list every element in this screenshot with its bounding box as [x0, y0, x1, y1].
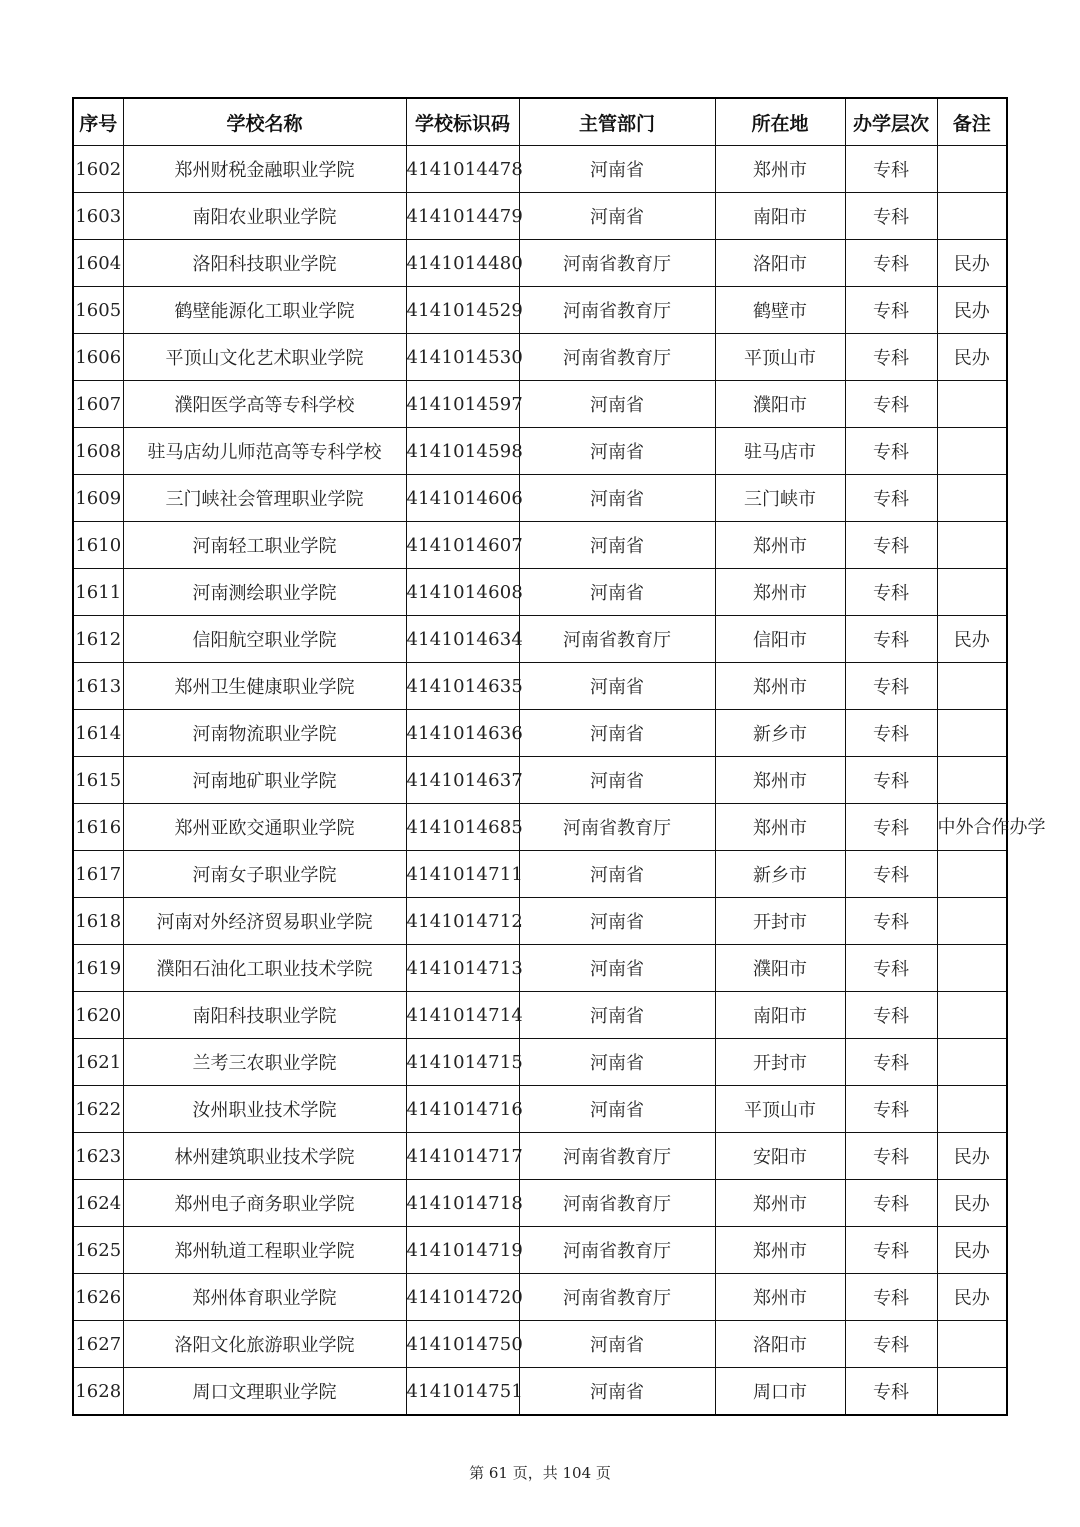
- cell-school-name: 周口文理职业学院: [123, 1368, 406, 1416]
- cell-level: 专科: [845, 1227, 937, 1274]
- cell-authority: 河南省: [519, 851, 715, 898]
- cell-school-name: 兰考三农职业学院: [123, 1039, 406, 1086]
- cell-school-code: 4141014606: [406, 475, 519, 522]
- cell-authority: 河南省: [519, 757, 715, 804]
- table-row: [73, 616, 1007, 663]
- cell-remarks: [937, 945, 1007, 992]
- cell-remarks: [937, 146, 1007, 193]
- cell-serial-number: 1607: [73, 381, 123, 428]
- table-row: [73, 146, 1007, 193]
- cell-authority: 河南省教育厅: [519, 804, 715, 851]
- cell-authority: 河南省教育厅: [519, 1133, 715, 1180]
- cell-school-code: 4141014713: [406, 945, 519, 992]
- cell-serial-number: 1624: [73, 1180, 123, 1227]
- cell-remarks: 民办: [937, 1180, 1007, 1227]
- cell-serial-number: 1626: [73, 1274, 123, 1321]
- cell-location: 三门峡市: [715, 475, 845, 522]
- cell-remarks: 民办: [937, 240, 1007, 287]
- cell-school-name: 郑州体育职业学院: [123, 1274, 406, 1321]
- cell-serial-number: 1617: [73, 851, 123, 898]
- cell-school-code: 4141014598: [406, 428, 519, 475]
- cell-school-name: 南阳农业职业学院: [123, 193, 406, 240]
- school-list-table: [72, 97, 1046, 1416]
- cell-level: 专科: [845, 1274, 937, 1321]
- cell-authority: 河南省: [519, 475, 715, 522]
- cell-remarks: [937, 381, 1007, 428]
- table-row: [73, 334, 1007, 381]
- cell-location: 新乡市: [715, 851, 845, 898]
- cell-location: 郑州市: [715, 757, 845, 804]
- table-row: [73, 1368, 1007, 1416]
- cell-level: 专科: [845, 569, 937, 616]
- cell-serial-number: 1627: [73, 1321, 123, 1368]
- cell-school-code: 4141014750: [406, 1321, 519, 1368]
- cell-school-code: 4141014529: [406, 287, 519, 334]
- cell-school-name: 濮阳医学高等专科学校: [123, 381, 406, 428]
- table-row: [73, 898, 1007, 945]
- cell-remarks: 中外合作办学: [937, 804, 1007, 851]
- cell-level: 专科: [845, 804, 937, 851]
- cell-level: 专科: [845, 1133, 937, 1180]
- cell-school-code: 4141014608: [406, 569, 519, 616]
- table-row: [73, 240, 1007, 287]
- cell-school-name: 河南物流职业学院: [123, 710, 406, 757]
- table-row: [73, 569, 1007, 616]
- table-row: [73, 710, 1007, 757]
- cell-level: 专科: [845, 381, 937, 428]
- cell-school-name: 三门峡社会管理职业学院: [123, 475, 406, 522]
- cell-location: 郑州市: [715, 804, 845, 851]
- table-row: [73, 1180, 1007, 1227]
- cell-authority: 河南省: [519, 428, 715, 475]
- cell-school-code: 4141014685: [406, 804, 519, 851]
- cell-level: 专科: [845, 1368, 937, 1416]
- cell-school-code: 4141014607: [406, 522, 519, 569]
- header-location: 所在地: [715, 98, 845, 146]
- cell-remarks: [937, 898, 1007, 945]
- cell-serial-number: 1603: [73, 193, 123, 240]
- cell-serial-number: 1606: [73, 334, 123, 381]
- cell-authority: 河南省: [519, 193, 715, 240]
- cell-school-code: 4141014717: [406, 1133, 519, 1180]
- cell-school-name: 南阳科技职业学院: [123, 992, 406, 1039]
- cell-school-name: 濮阳石油化工职业技术学院: [123, 945, 406, 992]
- table-row: [73, 1133, 1007, 1180]
- cell-school-name: 鹤壁能源化工职业学院: [123, 287, 406, 334]
- cell-school-code: 4141014711: [406, 851, 519, 898]
- cell-remarks: [937, 710, 1007, 757]
- cell-serial-number: 1619: [73, 945, 123, 992]
- cell-authority: 河南省教育厅: [519, 1180, 715, 1227]
- cell-remarks: 民办: [937, 1274, 1007, 1321]
- cell-location: 郑州市: [715, 146, 845, 193]
- header-school-code: 学校标识码: [406, 98, 519, 146]
- cell-location: 周口市: [715, 1368, 845, 1416]
- cell-remarks: [937, 1086, 1007, 1133]
- cell-serial-number: 1602: [73, 146, 123, 193]
- header-school-name: 学校名称: [123, 98, 406, 146]
- cell-remarks: [937, 992, 1007, 1039]
- cell-level: 专科: [845, 193, 937, 240]
- cell-location: 开封市: [715, 1039, 845, 1086]
- cell-level: 专科: [845, 663, 937, 710]
- cell-school-code: 4141014719: [406, 1227, 519, 1274]
- cell-school-name: 河南女子职业学院: [123, 851, 406, 898]
- cell-remarks: 民办: [937, 1227, 1007, 1274]
- cell-authority: 河南省教育厅: [519, 334, 715, 381]
- cell-school-code: 4141014530: [406, 334, 519, 381]
- cell-school-code: 4141014712: [406, 898, 519, 945]
- cell-serial-number: 1609: [73, 475, 123, 522]
- header-level: 办学层次: [845, 98, 937, 146]
- cell-authority: 河南省: [519, 1039, 715, 1086]
- table-row: [73, 522, 1007, 569]
- cell-location: 驻马店市: [715, 428, 845, 475]
- header-serial-number: 序号: [73, 98, 123, 146]
- table-row: [73, 945, 1007, 992]
- table-row: [73, 193, 1007, 240]
- cell-serial-number: 1610: [73, 522, 123, 569]
- cell-remarks: [937, 428, 1007, 475]
- cell-authority: 河南省: [519, 898, 715, 945]
- table-header: [73, 98, 1007, 146]
- cell-location: 洛阳市: [715, 240, 845, 287]
- cell-level: 专科: [845, 428, 937, 475]
- cell-school-code: 4141014751: [406, 1368, 519, 1416]
- cell-school-code: 4141014715: [406, 1039, 519, 1086]
- table-row: [73, 1274, 1007, 1321]
- cell-school-code: 4141014478: [406, 146, 519, 193]
- cell-level: 专科: [845, 945, 937, 992]
- cell-remarks: [937, 663, 1007, 710]
- cell-authority: 河南省: [519, 1086, 715, 1133]
- cell-school-code: 4141014480: [406, 240, 519, 287]
- cell-serial-number: 1628: [73, 1368, 123, 1416]
- cell-level: 专科: [845, 710, 937, 757]
- cell-location: 平顶山市: [715, 1086, 845, 1133]
- cell-location: 南阳市: [715, 193, 845, 240]
- cell-level: 专科: [845, 475, 937, 522]
- cell-level: 专科: [845, 757, 937, 804]
- cell-authority: 河南省: [519, 146, 715, 193]
- cell-serial-number: 1625: [73, 1227, 123, 1274]
- cell-serial-number: 1622: [73, 1086, 123, 1133]
- cell-location: 郑州市: [715, 522, 845, 569]
- cell-school-name: 郑州财税金融职业学院: [123, 146, 406, 193]
- cell-school-code: 4141014636: [406, 710, 519, 757]
- cell-school-code: 4141014718: [406, 1180, 519, 1227]
- cell-school-name: 洛阳科技职业学院: [123, 240, 406, 287]
- cell-authority: 河南省: [519, 1368, 715, 1416]
- cell-location: 洛阳市: [715, 1321, 845, 1368]
- cell-serial-number: 1614: [73, 710, 123, 757]
- cell-school-name: 河南对外经济贸易职业学院: [123, 898, 406, 945]
- cell-authority: 河南省教育厅: [519, 287, 715, 334]
- table-row: [73, 1086, 1007, 1133]
- cell-remarks: 民办: [937, 287, 1007, 334]
- cell-authority: 河南省: [519, 992, 715, 1039]
- cell-authority: 河南省: [519, 569, 715, 616]
- cell-authority: 河南省教育厅: [519, 1227, 715, 1274]
- cell-school-code: 4141014714: [406, 992, 519, 1039]
- cell-level: 专科: [845, 1039, 937, 1086]
- table-row: [73, 663, 1007, 710]
- cell-serial-number: 1605: [73, 287, 123, 334]
- cell-school-name: 信阳航空职业学院: [123, 616, 406, 663]
- cell-serial-number: 1604: [73, 240, 123, 287]
- cell-authority: 河南省教育厅: [519, 240, 715, 287]
- cell-level: 专科: [845, 616, 937, 663]
- cell-school-name: 河南轻工职业学院: [123, 522, 406, 569]
- cell-serial-number: 1615: [73, 757, 123, 804]
- cell-remarks: 民办: [937, 616, 1007, 663]
- cell-serial-number: 1616: [73, 804, 123, 851]
- cell-remarks: [937, 522, 1007, 569]
- table-row: [73, 475, 1007, 522]
- cell-location: 安阳市: [715, 1133, 845, 1180]
- cell-authority: 河南省教育厅: [519, 1274, 715, 1321]
- table-row: [73, 287, 1007, 334]
- cell-authority: 河南省: [519, 663, 715, 710]
- cell-school-code: 4141014634: [406, 616, 519, 663]
- cell-level: 专科: [845, 334, 937, 381]
- cell-school-name: 驻马店幼儿师范高等专科学校: [123, 428, 406, 475]
- cell-school-name: 河南测绘职业学院: [123, 569, 406, 616]
- cell-level: 专科: [845, 1086, 937, 1133]
- cell-remarks: 民办: [937, 1133, 1007, 1180]
- cell-authority: 河南省: [519, 522, 715, 569]
- cell-school-name: 郑州卫生健康职业学院: [123, 663, 406, 710]
- cell-level: 专科: [845, 851, 937, 898]
- cell-level: 专科: [845, 898, 937, 945]
- cell-serial-number: 1608: [73, 428, 123, 475]
- table-row: [73, 381, 1007, 428]
- cell-school-code: 4141014720: [406, 1274, 519, 1321]
- cell-authority: 河南省: [519, 945, 715, 992]
- table-row: [73, 992, 1007, 1039]
- cell-school-name: 洛阳文化旅游职业学院: [123, 1321, 406, 1368]
- cell-level: 专科: [845, 146, 937, 193]
- cell-school-code: 4141014637: [406, 757, 519, 804]
- cell-location: 开封市: [715, 898, 845, 945]
- cell-location: 郑州市: [715, 1180, 845, 1227]
- cell-authority: 河南省: [519, 381, 715, 428]
- table-row: [73, 1227, 1007, 1274]
- cell-serial-number: 1621: [73, 1039, 123, 1086]
- cell-remarks: [937, 475, 1007, 522]
- cell-remarks: [937, 851, 1007, 898]
- header-authority: 主管部门: [519, 98, 715, 146]
- table-row: [73, 1039, 1007, 1086]
- table-row: [73, 428, 1007, 475]
- cell-serial-number: 1618: [73, 898, 123, 945]
- cell-remarks: [937, 1039, 1007, 1086]
- cell-authority: 河南省: [519, 710, 715, 757]
- cell-location: 郑州市: [715, 1274, 845, 1321]
- page-number-footer: 第 61 页，共 104 页: [469, 1464, 611, 1482]
- cell-location: 郑州市: [715, 1227, 845, 1274]
- cell-location: 信阳市: [715, 616, 845, 663]
- cell-school-code: 4141014479: [406, 193, 519, 240]
- cell-authority: 河南省教育厅: [519, 616, 715, 663]
- cell-location: 濮阳市: [715, 381, 845, 428]
- cell-school-name: 河南地矿职业学院: [123, 757, 406, 804]
- cell-location: 平顶山市: [715, 334, 845, 381]
- cell-location: 郑州市: [715, 569, 845, 616]
- cell-school-name: 汝州职业技术学院: [123, 1086, 406, 1133]
- cell-school-code: 4141014635: [406, 663, 519, 710]
- table-row: [73, 757, 1007, 804]
- cell-school-name: 平顶山文化艺术职业学院: [123, 334, 406, 381]
- cell-school-code: 4141014597: [406, 381, 519, 428]
- cell-school-name: 林州建筑职业技术学院: [123, 1133, 406, 1180]
- cell-serial-number: 1623: [73, 1133, 123, 1180]
- cell-level: 专科: [845, 522, 937, 569]
- cell-level: 专科: [845, 1180, 937, 1227]
- cell-remarks: [937, 757, 1007, 804]
- cell-serial-number: 1611: [73, 569, 123, 616]
- table-row: [73, 851, 1007, 898]
- cell-location: 郑州市: [715, 663, 845, 710]
- table-body: [73, 146, 1046, 1416]
- table-row: [73, 804, 1007, 851]
- cell-level: 专科: [845, 287, 937, 334]
- cell-serial-number: 1612: [73, 616, 123, 663]
- table-row: [73, 1321, 1007, 1368]
- cell-serial-number: 1613: [73, 663, 123, 710]
- cell-remarks: [937, 1321, 1007, 1368]
- cell-school-name: 郑州亚欧交通职业学院: [123, 804, 406, 851]
- cell-remarks: [937, 569, 1007, 616]
- header-row: [73, 98, 1007, 146]
- cell-school-name: 郑州轨道工程职业学院: [123, 1227, 406, 1274]
- cell-level: 专科: [845, 992, 937, 1039]
- header-remarks: 备注: [937, 98, 1007, 146]
- cell-serial-number: 1620: [73, 992, 123, 1039]
- cell-level: 专科: [845, 1321, 937, 1368]
- cell-authority: 河南省: [519, 1321, 715, 1368]
- cell-remarks: [937, 1368, 1007, 1416]
- cell-location: 濮阳市: [715, 945, 845, 992]
- cell-remarks: [937, 193, 1007, 240]
- cell-location: 鹤壁市: [715, 287, 845, 334]
- cell-level: 专科: [845, 240, 937, 287]
- cell-location: 南阳市: [715, 992, 845, 1039]
- cell-school-code: 4141014716: [406, 1086, 519, 1133]
- cell-school-name: 郑州电子商务职业学院: [123, 1180, 406, 1227]
- cell-location: 新乡市: [715, 710, 845, 757]
- cell-remarks: 民办: [937, 334, 1007, 381]
